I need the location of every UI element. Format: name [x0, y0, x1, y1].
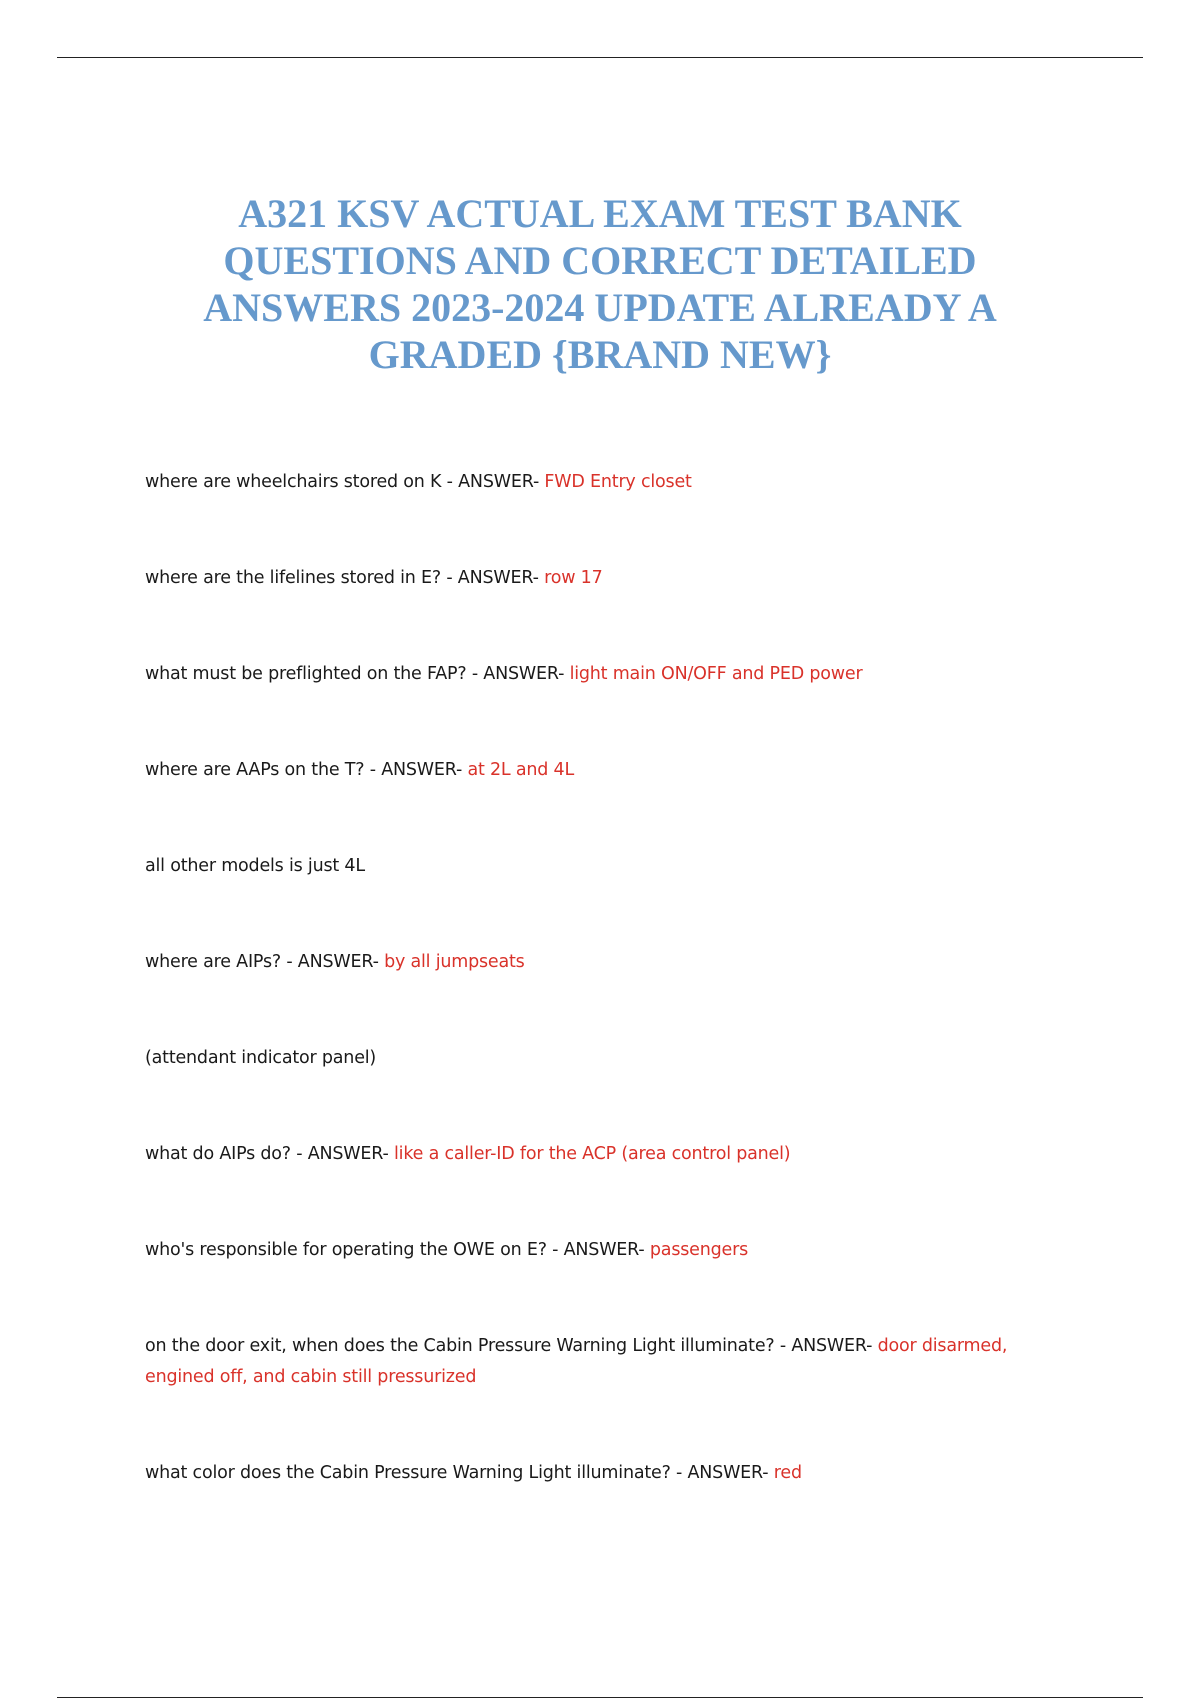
answer-text: passengers	[649, 1240, 749, 1260]
question-text: what must be preflighted on the FAP? - ANSWER-	[145, 664, 570, 684]
answer-text: door disarmed, engined off, and cabin still pressurized	[145, 1336, 1008, 1387]
question-text: where are AAPs on the T? - ANSWER-	[145, 760, 468, 780]
answer-text: FWD Entry closet	[544, 472, 692, 492]
question-text: who's responsible for operating the OWE on E? - ANSWER-	[145, 1240, 650, 1260]
question-text: what do AIPs do? - ANSWER-	[145, 1144, 394, 1164]
qa-item	[145, 659, 1075, 690]
qa-item	[145, 467, 1075, 498]
answer-text: row 17	[544, 568, 603, 588]
question-text: where are AIPs? - ANSWER-	[145, 952, 385, 972]
note-item	[145, 1043, 1075, 1074]
question-text: where are the lifelines stored in E? - ANSWER-	[145, 568, 545, 588]
answer-text: at 2L and 4L	[467, 760, 575, 780]
qa-item	[145, 1458, 1075, 1489]
note-text: all other models is just 4L	[145, 856, 365, 876]
qa-item	[145, 563, 1075, 594]
qa-item	[145, 1331, 1075, 1393]
qa-item	[145, 1139, 1075, 1170]
qa-item	[145, 1235, 1075, 1266]
qa-list	[145, 467, 1075, 1554]
qa-item	[145, 947, 1075, 978]
bottom-rule	[57, 1697, 1143, 1698]
note-item	[145, 851, 1075, 882]
note-text: (attendant indicator panel)	[145, 1048, 377, 1068]
answer-text: red	[773, 1463, 802, 1483]
document-title: A321 KSV ACTUAL EXAM TEST BANK QUESTIONS AND CORRECT DETAILED ANSWERS 2023-2024 UPDATE ALREADY A GRADED {BRAND NEW}	[203, 191, 997, 377]
question-text: on the door exit, when does the Cabin Pressure Warning Light illuminate? - ANSWER-	[145, 1336, 878, 1356]
answer-text: light main ON/OFF and PED power	[569, 664, 863, 684]
question-text: where are wheelchairs stored on K - ANSWER-	[145, 472, 545, 492]
top-rule	[57, 57, 1143, 58]
qa-item	[145, 755, 1075, 786]
answer-text: by all jumpseats	[384, 952, 525, 972]
question-text: what color does the Cabin Pressure Warning Light illuminate? - ANSWER-	[145, 1463, 774, 1483]
answer-text: like a caller-ID for the ACP (area control panel)	[394, 1144, 791, 1164]
